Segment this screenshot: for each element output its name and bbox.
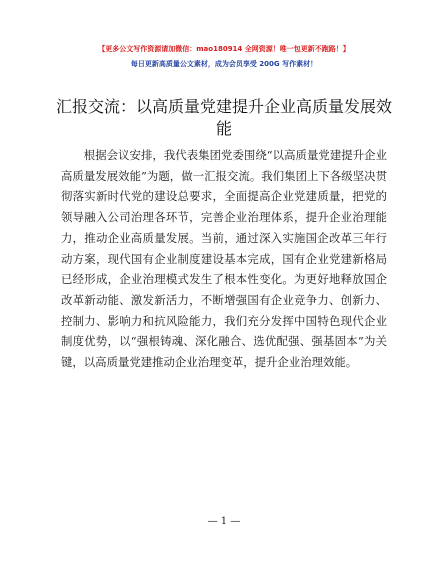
page-number: — 1 — [207,516,241,527]
document-title: 汇报交流：以高质量党建提升企业高质量发展效能 [55,97,392,138]
body-paragraph: 根据会议安排，我代表集团党委围绕“以高质量党建提升企业高质量发展效能”为题，做一汇报交流。我们集团上下各级坚决贯彻落实新时代党的建设总要求，全面提高企业党建质量，把党的领导融入公司治理各环节，完善企业治理体系，提升企业治理能力，推动企业高质量发展。当前，通过深入实施国企改革三年行动方案，现代国有企业制度建设基本完成，国有企业党建新格局已经形成，企业治理模式发生了根本性变化。为更好地释放国企改革新动能、激发新活力，不断增强国有企业竞争力、创新力、控制力、影响力和抗风险能力，我们充分发挥中国特色现代企业制度优势，以“强根铸魂、深化融合、选优配强、强基固本”为关键，以高质量党建推动企业治理变革，提升企业治理效能。 [61,148,387,370]
promo-banner-blue: 每日更新高质量公文素材，成为会员享受 200G 写作素材！ [130,60,318,68]
promo-banner-red: 【更多公文写作资源请加微信：mao180914 全网资源！唯一包更新不跑路！】 [98,45,350,53]
